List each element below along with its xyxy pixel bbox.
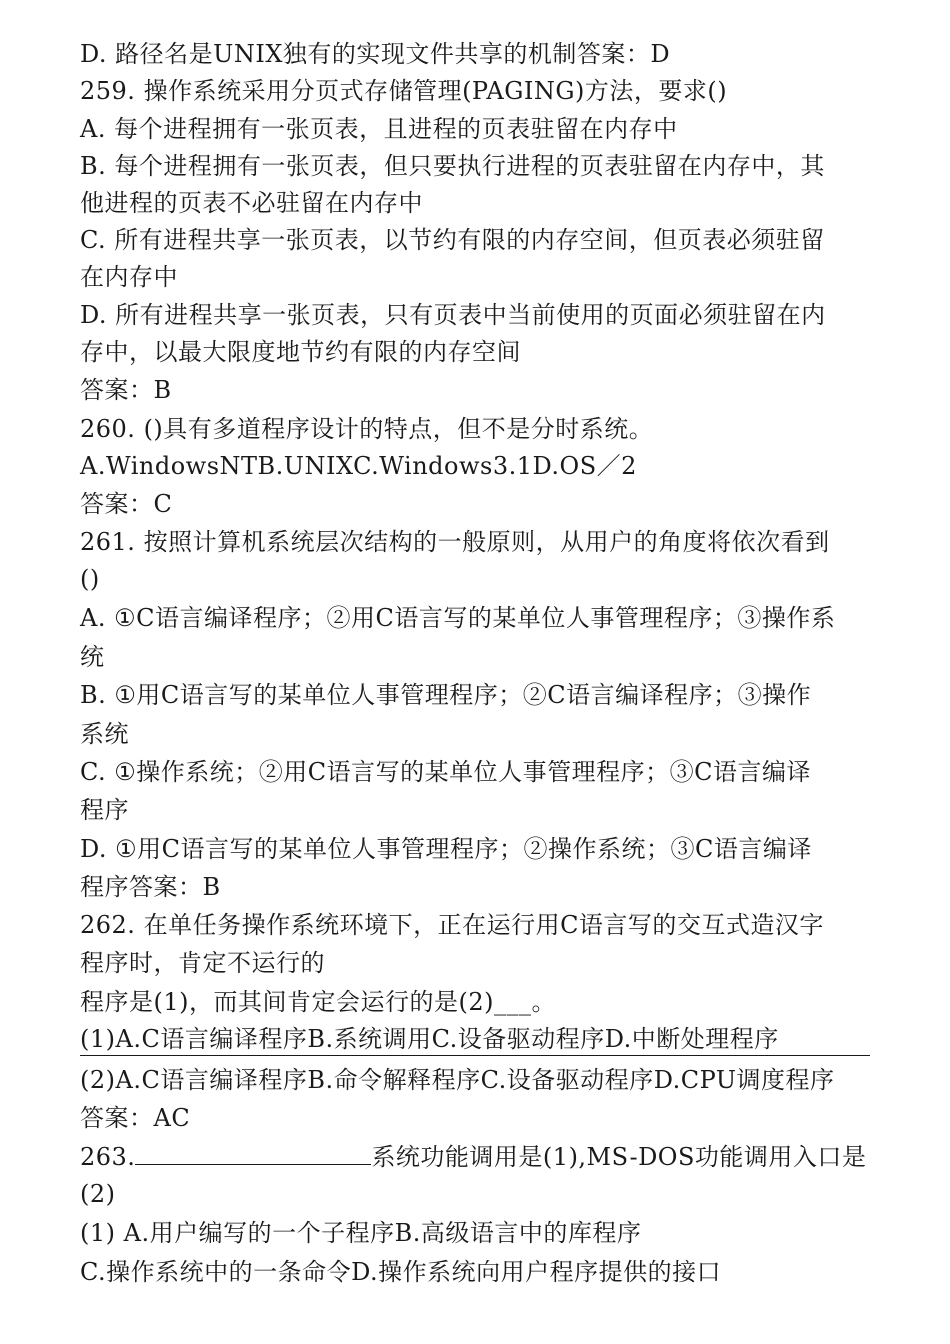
question-262: 262. 在单任务操作系统环境下，正在运行用C语言写的交互式造汉字 [80, 911, 824, 939]
text-line: 系统 [80, 720, 129, 748]
text-line: 程序 [80, 796, 129, 824]
question-text: 系统功能调用是(1),MS-DOS功能调用入口是 [371, 1143, 867, 1171]
option-line: C. 所有进程共享一张页表，以节约有限的内存空间，但页表必须驻留 [80, 226, 825, 254]
option-line: (2)A.C语言编译程序B.命令解释程序C.设备驱动程序D.CPU调度程序 [80, 1066, 835, 1094]
text-line: 他进程的页表不必驻留在内存中 [80, 189, 423, 217]
option-line: B. 每个进程拥有一张页表，但只要执行进程的页表驻留在内存中，其 [80, 152, 825, 180]
text-line: 存中，以最大限度地节约有限的内存空间 [80, 338, 521, 366]
option-line: D. 所有进程共享一张页表，只有页表中当前使用的页面必须驻留在内 [80, 301, 826, 329]
text-line: 在内存中 [80, 263, 178, 291]
option-line: D. ①用C语言写的某单位人事管理程序；②操作系统；③C语言编译 [80, 835, 812, 863]
option-line: (1) A.用户编写的一个子程序B.高级语言中的库程序 [80, 1219, 642, 1247]
question-259: 259. 操作系统采用分页式存储管理(PAGING)方法，要求() [80, 77, 728, 105]
horizontal-rule [80, 1055, 870, 1056]
option-line: C. ①操作系统；②用C语言写的某单位人事管理程序；③C语言编译 [80, 758, 812, 786]
option-line: A. ①C语言编译程序；②用C语言写的某单位人事管理程序；③操作系 [80, 604, 836, 632]
text-line: () [80, 565, 100, 593]
option-line: A.WindowsNTB.UNIXC.Windows3.1D.OS／2 [80, 452, 637, 480]
text-line: 程序时，肯定不运行的 [80, 949, 325, 977]
answer-line: 答案：B [80, 376, 172, 404]
answer-line: 答案：AC [80, 1104, 191, 1132]
option-line: (1)A.C语言编译程序B.系统调用C.设备驱动程序D.中断处理程序 [80, 1025, 779, 1053]
text-line: D. 路径名是UNIX独有的实现文件共享的机制答案：D [80, 40, 671, 68]
question-261: 261. 按照计算机系统层次结构的一般原则，从用户的角度将依次看到 [80, 528, 830, 556]
question-number: 263. [80, 1143, 136, 1171]
question-263 [80, 1139, 870, 1175]
fill-in-blank [135, 1140, 371, 1165]
option-line: B. ①用C语言写的某单位人事管理程序；②C语言编译程序；③操作 [80, 681, 812, 709]
option-line: C.操作系统中的一条命令D.操作系统向用户程序提供的接口 [80, 1258, 722, 1286]
option-line: A. 每个进程拥有一张页表，且进程的页表驻留在内存中 [80, 115, 678, 143]
text-line: 程序是(1)，而其间肯定会运行的是(2)___。 [80, 988, 556, 1016]
text-line: 统 [80, 643, 105, 671]
answer-line: 程序答案：B [80, 873, 221, 901]
answer-line: 答案：C [80, 490, 173, 518]
question-260: 260. ()具有多道程序设计的特点，但不是分时系统。 [80, 415, 654, 443]
text-line: (2) [80, 1180, 116, 1208]
